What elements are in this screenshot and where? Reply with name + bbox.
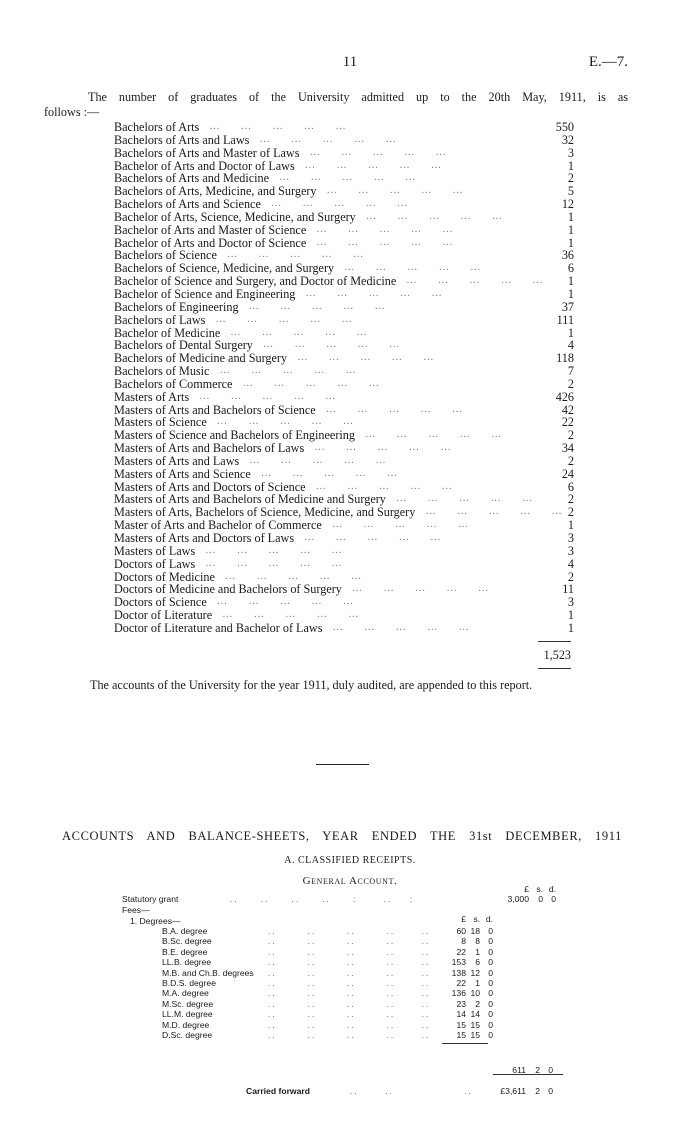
leader-dots: ... ... ... ... ...: [306, 236, 454, 248]
graduate-label: Doctors of Medicine and Bachelors of Surgery: [114, 582, 342, 597]
leader-dots: ... ... ... ... ...: [232, 377, 380, 389]
degree-amount: 153 6 0: [451, 957, 493, 968]
degree-amount: 22 1 0: [456, 946, 493, 957]
graduate-label: Bachelor of Arts, Science, Medicine, and Surgery: [114, 209, 356, 224]
graduate-label: Bachelors of Arts and Medicine: [114, 171, 270, 186]
leader-dots: ... ... ... ... ...: [299, 146, 447, 158]
graduate-count: 34: [561, 441, 574, 456]
degree-amount: 60 18 0: [456, 926, 493, 936]
leader-dots: ... ... ... ... ...: [250, 467, 398, 479]
graduate-row: [114, 391, 574, 404]
leader-dots: ... ... ... ... ...: [269, 172, 417, 184]
degree-label: M.D. degree: [162, 1019, 210, 1030]
leader-dots: ... ... ... ... ...: [195, 557, 343, 569]
carried-forward-amount: £3,611 2 0: [500, 1086, 553, 1096]
graduate-count: 1: [567, 620, 574, 635]
leader-dots: ... ... ... ... ...: [322, 621, 470, 633]
degree-leader: .. .. .. .. ..: [268, 957, 431, 968]
graduate-label: Masters of Arts and Doctors of Science: [114, 479, 306, 494]
total-underline: [538, 668, 571, 669]
intro-line-1: The number of graduates of the University admitted up to the 20th May, 1911, is as: [88, 90, 628, 104]
degree-amount: 22 1 0: [456, 978, 493, 988]
degree-label: M.Sc. degree: [162, 998, 214, 1009]
graduate-label: Bachelors of Science, Medicine, and Surgery: [114, 261, 335, 276]
graduate-label: Masters of Arts and Laws: [114, 453, 240, 468]
degree-column-header: £ s. d.: [461, 914, 493, 924]
leader-dots: ... ... ... ... ...: [220, 326, 368, 338]
degree-label: LL.B. degree: [162, 957, 212, 968]
leader-dots: ... ... ... ... ...: [216, 249, 364, 261]
graduate-count: 36: [561, 248, 574, 263]
leader-dots: ... ... ... ... ...: [341, 583, 489, 595]
graduate-row: [114, 468, 574, 481]
graduate-label: Bachelors of Arts and Science: [114, 197, 261, 212]
graduate-label: Bachelors of Medicine and Surgery: [114, 351, 288, 366]
leader-dots: ... ... ... ... ...: [415, 506, 563, 518]
graduate-row: [114, 288, 574, 301]
degrees-label: 1. Degrees—: [130, 916, 181, 926]
graduate-count: 11: [562, 582, 574, 597]
graduate-label: Masters of Arts and Doctors of Laws: [114, 531, 295, 545]
graduate-label: Bachelors of Arts, Medicine, and Surgery: [114, 184, 317, 199]
graduate-label: Masters of Arts and Science: [114, 466, 251, 481]
degree-leader: .. .. .. .. ..: [268, 978, 431, 988]
graduate-label: Masters of Arts, Bachelors of Science, Medicine, and Surgery: [114, 505, 416, 520]
graduate-row: [114, 532, 574, 545]
leader-dots: ... ... ... ... ...: [306, 223, 454, 235]
degree-leader: .. .. .. .. ..: [268, 967, 431, 978]
graduate-count: 3: [567, 145, 574, 160]
graduate-count: 4: [567, 556, 574, 571]
graduate-count: 3: [567, 543, 574, 558]
graduate-label: Doctors of Science: [114, 595, 207, 610]
graduate-count: 118: [556, 351, 574, 366]
graduate-count: 1: [567, 274, 574, 289]
graduate-row: [114, 442, 574, 455]
graduate-count: 7: [567, 364, 574, 379]
leader-dots: ... ... ... ... ...: [354, 429, 502, 441]
graduate-row: [114, 147, 574, 160]
graduate-label: Bachelors of Music: [114, 364, 210, 379]
graduate-count: 1: [567, 209, 574, 224]
graduate-label: Bachelor of Science and Engineering: [114, 286, 296, 301]
graduate-row: [114, 609, 574, 622]
leader-dots: ... ... ... ... ...: [205, 313, 353, 325]
graduate-label: Bachelors of Dental Surgery: [114, 338, 253, 353]
graduate-count: 32: [561, 132, 574, 147]
leader-dots: ... ... ... ... ...: [189, 390, 337, 402]
degree-leader: .. .. .. .. ..: [268, 1030, 431, 1040]
graduate-count: 426: [555, 389, 574, 404]
graduate-count: 37: [561, 299, 574, 314]
degree-label: B.A. degree: [162, 926, 208, 936]
graduate-count: 1: [567, 158, 574, 173]
graduate-row: [114, 455, 574, 468]
graduate-label: Bachelor of Arts and Doctor of Science: [114, 235, 307, 250]
graduate-count: 42: [561, 402, 574, 417]
report-code: E.—7.: [588, 54, 628, 70]
graduate-label: Masters of Arts and Bachelors of Science: [114, 402, 316, 417]
graduate-label: Bachelors of Arts: [114, 120, 200, 134]
leader-dots: ... ... ... ... ...: [396, 275, 544, 287]
graduate-count: 550: [555, 120, 574, 134]
graduate-row: [114, 121, 574, 134]
graduate-count: 1: [567, 325, 574, 340]
degree-label: B.D.S. degree: [162, 978, 216, 988]
graduate-label: Masters of Science: [114, 415, 207, 430]
graduate-label: Bachelors of Science: [114, 248, 217, 263]
leader-dots: ... ... ... ... ...: [195, 544, 343, 556]
graduate-count: 1: [567, 608, 574, 623]
leader-dots: ... ... ... ... ...: [295, 287, 443, 299]
graduate-count: 5: [567, 184, 574, 199]
intro-line-2: follows :—: [44, 105, 100, 119]
section-separator: [316, 764, 369, 765]
leader-dots: ... ... ... ... ...: [212, 609, 360, 621]
leader-dots: ... ... ... ... ...: [316, 185, 464, 197]
leader-dots: ... ... ... ... ...: [209, 365, 357, 377]
graduate-count: 111: [556, 312, 574, 327]
leader-dots: ... ... ... ... ...: [199, 121, 347, 132]
graduate-count: 2: [567, 505, 574, 520]
leader-dots: ... ... ... ... ...: [334, 262, 482, 274]
graduate-label: Master of Arts and Bachelor of Commerce: [114, 518, 322, 533]
leader-dots: ... ... ... ... ...: [385, 493, 533, 505]
degrees-subtotal-rule: [442, 1043, 488, 1044]
graduate-row: [114, 198, 574, 211]
graduate-label: Doctor of Literature: [114, 608, 213, 623]
classified-receipts-heading: A. CLASSIFIED RECEIPTS.: [284, 855, 416, 866]
graduate-count: 4: [567, 338, 574, 353]
graduate-label: Bachelors of Arts and Master of Laws: [114, 145, 300, 160]
degree-label: M.A. degree: [162, 988, 209, 999]
graduate-count: 2: [567, 453, 574, 468]
graduate-label: Masters of Laws: [114, 543, 196, 558]
leader-dots: ... ... ... ... ...: [294, 532, 442, 543]
graduate-label: Bachelor of Arts and Doctor of Laws: [114, 158, 295, 173]
leader-dots: ... ... ... ... ...: [214, 570, 362, 582]
graduate-label: Bachelor of Arts and Master of Science: [114, 222, 307, 237]
graduate-label: Bachelors of Engineering: [114, 299, 239, 314]
graduate-count: 1: [567, 235, 574, 250]
graduate-count: 6: [567, 479, 574, 494]
leader-dots: ... ... ... ... ...: [206, 596, 354, 608]
graduate-count: 2: [567, 171, 574, 186]
statutory-grant-amount: 3,000 0 0: [507, 894, 556, 904]
graduate-label: Masters of Arts and Bachelors of Medicine and Surgery: [114, 492, 386, 507]
leader-dots: ... ... ... ... ...: [315, 403, 463, 415]
graduate-label: Bachelors of Arts and Laws: [114, 132, 250, 147]
leader-dots: ... ... ... ... ...: [206, 416, 354, 428]
graduate-row: [114, 545, 574, 558]
graduate-count: 1: [567, 222, 574, 237]
graduate-row: [114, 134, 574, 147]
leader-dots: ... ... ... ... ...: [287, 352, 435, 364]
degree-label: B.E. degree: [162, 946, 208, 957]
leader-dots: ... ... ... ... ...: [252, 339, 400, 351]
graduate-count: 22: [561, 415, 574, 430]
graduate-label: Masters of Arts: [114, 389, 190, 404]
graduate-label: Masters of Arts and Bachelors of Laws: [114, 441, 305, 456]
degree-leader: .. .. .. .. ..: [268, 1019, 431, 1030]
graduate-count: 1: [567, 518, 574, 533]
page-number: 11: [342, 54, 358, 70]
graduate-row: [114, 211, 574, 224]
graduate-count: 6: [567, 261, 574, 276]
fees-label: Fees—: [122, 905, 150, 915]
leader-dots: ... ... ... ... ...: [321, 519, 469, 531]
statutory-grant-leader: .. .. .. .. : .. :: [230, 894, 415, 904]
graduate-count: 24: [561, 466, 574, 481]
degree-leader: .. .. .. .. ..: [268, 936, 431, 947]
carried-forward-leader: .. .. ..: [350, 1086, 473, 1096]
graduate-count: 2: [567, 492, 574, 507]
graduate-count: 2: [567, 428, 574, 443]
leader-dots: ... ... ... ... ...: [239, 454, 387, 466]
statutory-grant-label: Statutory grant: [122, 894, 179, 904]
degree-amount: 14 14 0: [456, 1009, 493, 1020]
leader-dots: ... ... ... ... ...: [238, 300, 386, 312]
degree-amount: 8 8 0: [461, 936, 493, 947]
degrees-subtotal: 611 2 0: [512, 1065, 553, 1075]
leader-dots: ... ... ... ... ...: [249, 133, 397, 145]
graduate-label: Doctor of Literature and Bachelor of Laws: [114, 620, 323, 635]
graduate-row: [114, 365, 574, 378]
degree-amount: 138 12 0: [451, 967, 493, 978]
graduate-label: Bachelors of Commerce: [114, 376, 233, 391]
graduate-row: [114, 558, 574, 571]
degree-amount: 136 10 0: [451, 988, 493, 999]
leader-dots: ... ... ... ... ...: [304, 442, 452, 454]
graduate-label: Bachelor of Medicine: [114, 325, 221, 340]
carried-forward-label: Carried forward: [246, 1086, 310, 1096]
graduates-list: [114, 121, 574, 635]
graduate-label: Masters of Science and Bachelors of Engineering: [114, 428, 355, 443]
graduate-count: 3: [567, 531, 574, 545]
graduate-label: Doctors of Laws: [114, 556, 196, 571]
graduate-label: Bachelors of Laws: [114, 312, 206, 327]
graduate-count: 2: [567, 376, 574, 391]
graduate-count: 3: [567, 595, 574, 610]
leader-dots: ... ... ... ... ...: [294, 159, 442, 171]
graduate-count: 1: [567, 286, 574, 301]
graduate-label: Bachelor of Science and Surgery, and Doctor of Medicine: [114, 274, 397, 289]
total-rule: [538, 641, 571, 642]
general-account-heading: General Account.: [302, 875, 398, 887]
degree-label: D.Sc. degree: [162, 1030, 213, 1040]
degree-leader: .. .. .. .. ..: [268, 926, 431, 936]
degree-amount: 23 2 0: [456, 998, 493, 1009]
graduate-row: [114, 314, 574, 327]
graduate-label: Doctors of Medicine: [114, 569, 215, 584]
main-column-header: £ s. d.: [524, 884, 556, 894]
leader-dots: ... ... ... ... ...: [355, 210, 503, 222]
graduate-row: [114, 378, 574, 391]
degree-leader: .. .. .. .. ..: [268, 946, 431, 957]
graduate-count: 12: [561, 197, 574, 212]
leader-dots: ... ... ... ... ...: [305, 480, 453, 492]
leader-dots: ... ... ... ... ...: [260, 198, 408, 210]
graduate-row: [114, 224, 574, 237]
degree-leader: .. .. .. .. ..: [268, 1009, 431, 1020]
accounts-note: The accounts of the University for the year 1911, duly audited, are appended to this report.: [90, 678, 533, 692]
accounts-heading: ACCOUNTS AND BALANCE-SHEETS, YEAR ENDED THE 31st DECEMBER, 1911: [62, 829, 622, 843]
graduates-total: 1,523: [543, 648, 571, 662]
graduate-row: [114, 301, 574, 314]
degree-amount: 15 15 0: [456, 1030, 493, 1040]
graduate-count: 2: [567, 569, 574, 584]
degree-amount: 15 15 0: [456, 1019, 493, 1030]
graduate-row: [114, 622, 574, 635]
intro-paragraph: [44, 90, 628, 120]
degree-label: B.Sc. degree: [162, 936, 212, 947]
degree-label: M.B. and Ch.B. degrees: [162, 967, 254, 978]
degree-leader: .. .. .. .. ..: [268, 998, 431, 1009]
degree-leader: .. .. .. .. ..: [268, 988, 431, 999]
carried-forward-rule: [493, 1074, 563, 1075]
degree-label: LL.M. degree: [162, 1009, 213, 1020]
